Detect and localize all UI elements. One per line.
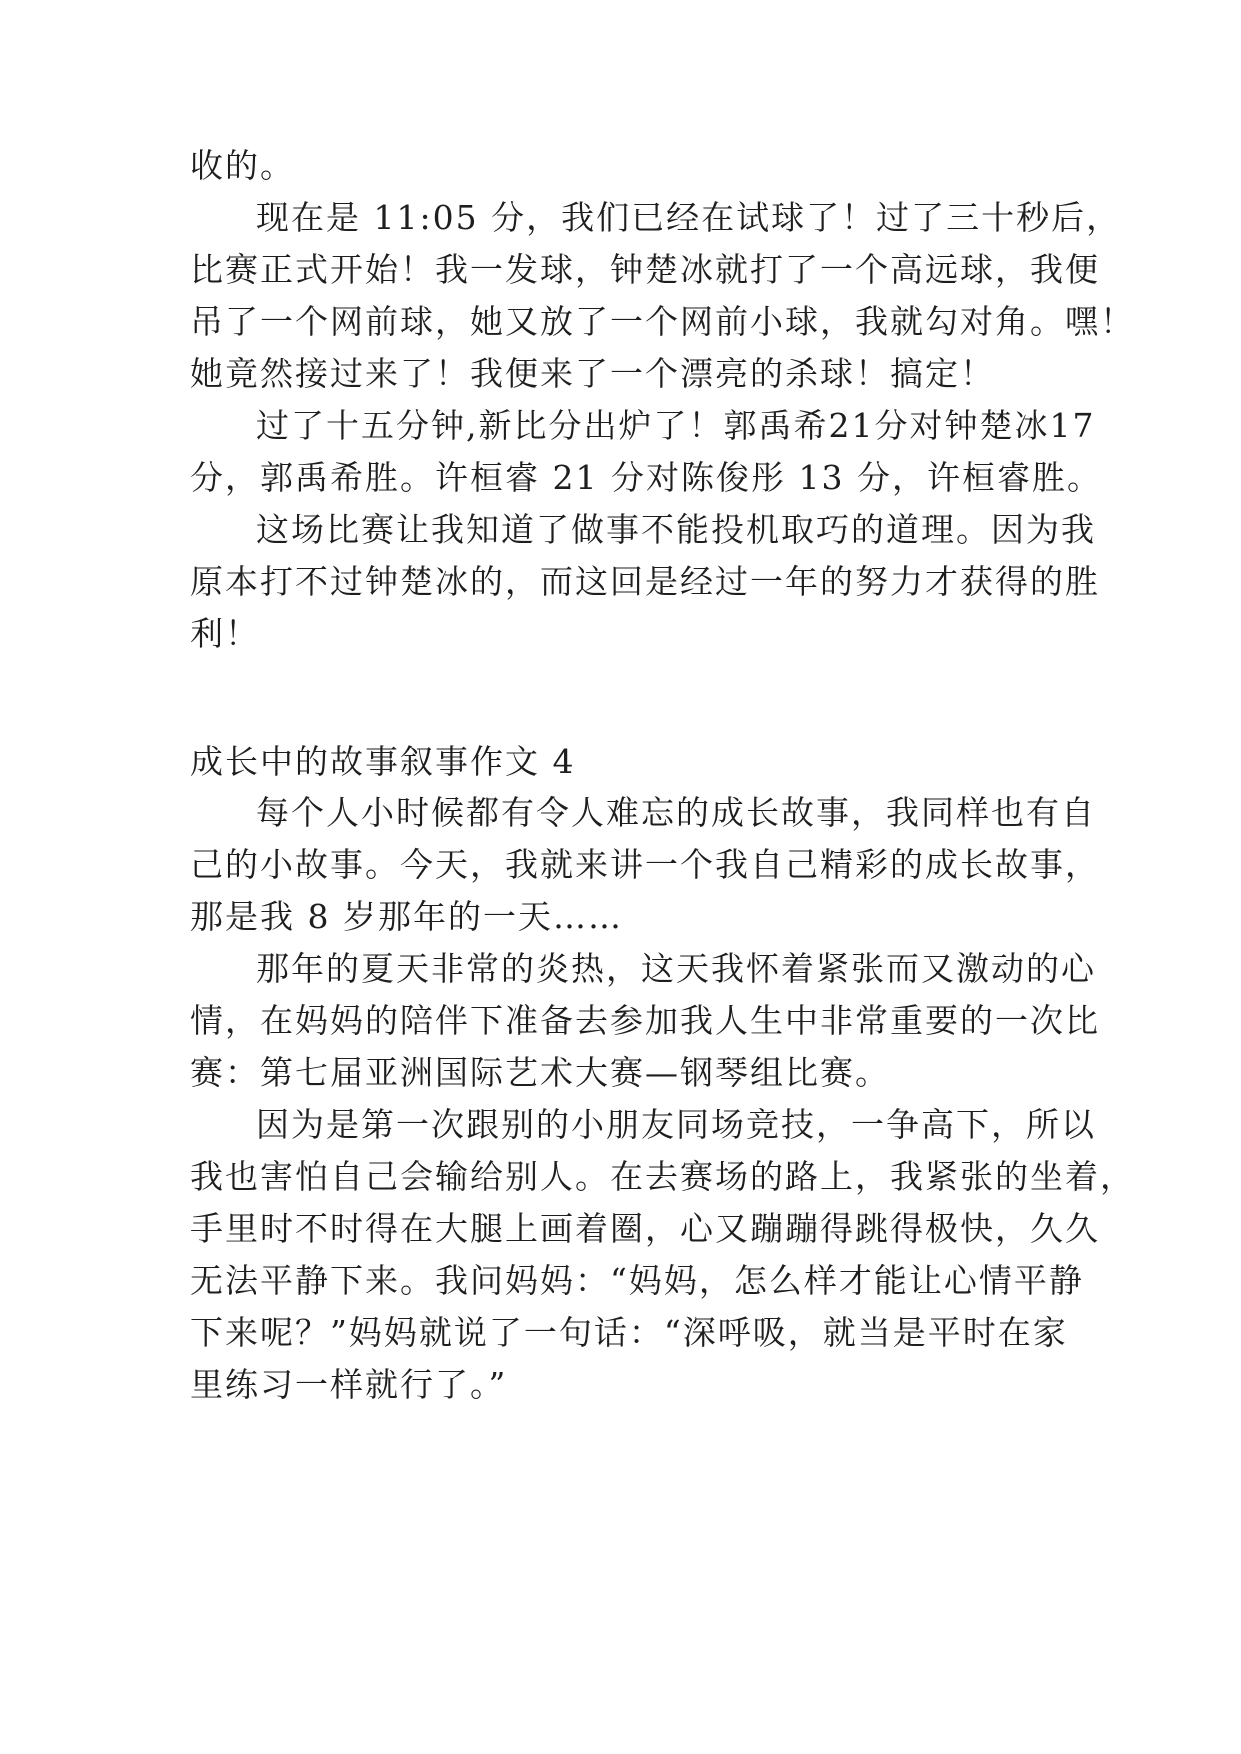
paragraph-line: 赛：第七届亚洲国际艺术大赛—钢琴组比赛。 — [190, 1053, 890, 1092]
paragraph-line: 吊了一个网前球，她又放了一个网前小球，我就勾对角。嘿！ — [190, 302, 1135, 341]
paragraph-line: 比赛正式开始！我一发球，钟楚冰就打了一个高远球，我便 — [190, 250, 1100, 289]
paragraph-line: 现在是 11:05 分，我们已经在试球了！过了三十秒后， — [256, 198, 1122, 237]
paragraph-line: 那是我 8 岁那年的一天…… — [190, 897, 623, 936]
paragraph-line: 因为是第一次跟别的小朋友同场竞技，一争高下，所以 — [256, 1105, 1096, 1144]
paragraph-line: 下来呢？”妈妈就说了一句话：“深呼吸，就当是平时在家 — [190, 1313, 1068, 1352]
paragraph-line: 每个人小时候都有令人难忘的成长故事，我同样也有自 — [256, 793, 1096, 832]
paragraph-line: 我也害怕自己会输给别人。在去赛场的路上，我紧张的坐着， — [190, 1157, 1135, 1196]
paragraph-line: 手里时不时得在大腿上画着圈，心又蹦蹦得跳得极快，久久 — [190, 1209, 1100, 1248]
paragraph-line: 利！ — [190, 614, 260, 653]
paragraph-line: 原本打不过钟楚冰的，而这回是经过一年的努力才获得的胜 — [190, 562, 1100, 601]
paragraph-line: 己的小故事。今天，我就来讲一个我自己精彩的成长故事， — [190, 845, 1100, 884]
paragraph-line: 情，在妈妈的陪伴下准备去参加我人生中非常重要的一次比 — [190, 1001, 1100, 1040]
paragraph-line: 那年的夏天非常的炎热，这天我怀着紧张而又激动的心 — [256, 949, 1096, 988]
paragraph-line: 分，郭禹希胜。许桓睿 21 分对陈俊彤 13 分，许桓睿胜。 — [190, 458, 1102, 497]
paragraph-line: 收的。 — [190, 146, 295, 185]
paragraph-line: 无法平静下来。我问妈妈：“妈妈，怎么样才能让心情平静 — [190, 1261, 1084, 1300]
paragraph-line: 她竟然接过来了！我便来了一个漂亮的杀球！搞定！ — [190, 354, 995, 393]
paragraph-line: 过了十五分钟,新比分出炉了！郭禹希21分对钟楚冰17 — [256, 406, 1096, 445]
section-title: 成长中的故事叙事作文 4 — [190, 742, 576, 781]
paragraph-line: 这场比赛让我知道了做事不能投机取巧的道理。因为我 — [256, 510, 1096, 549]
paragraph-line: 里练习一样就行了。” — [190, 1365, 508, 1404]
